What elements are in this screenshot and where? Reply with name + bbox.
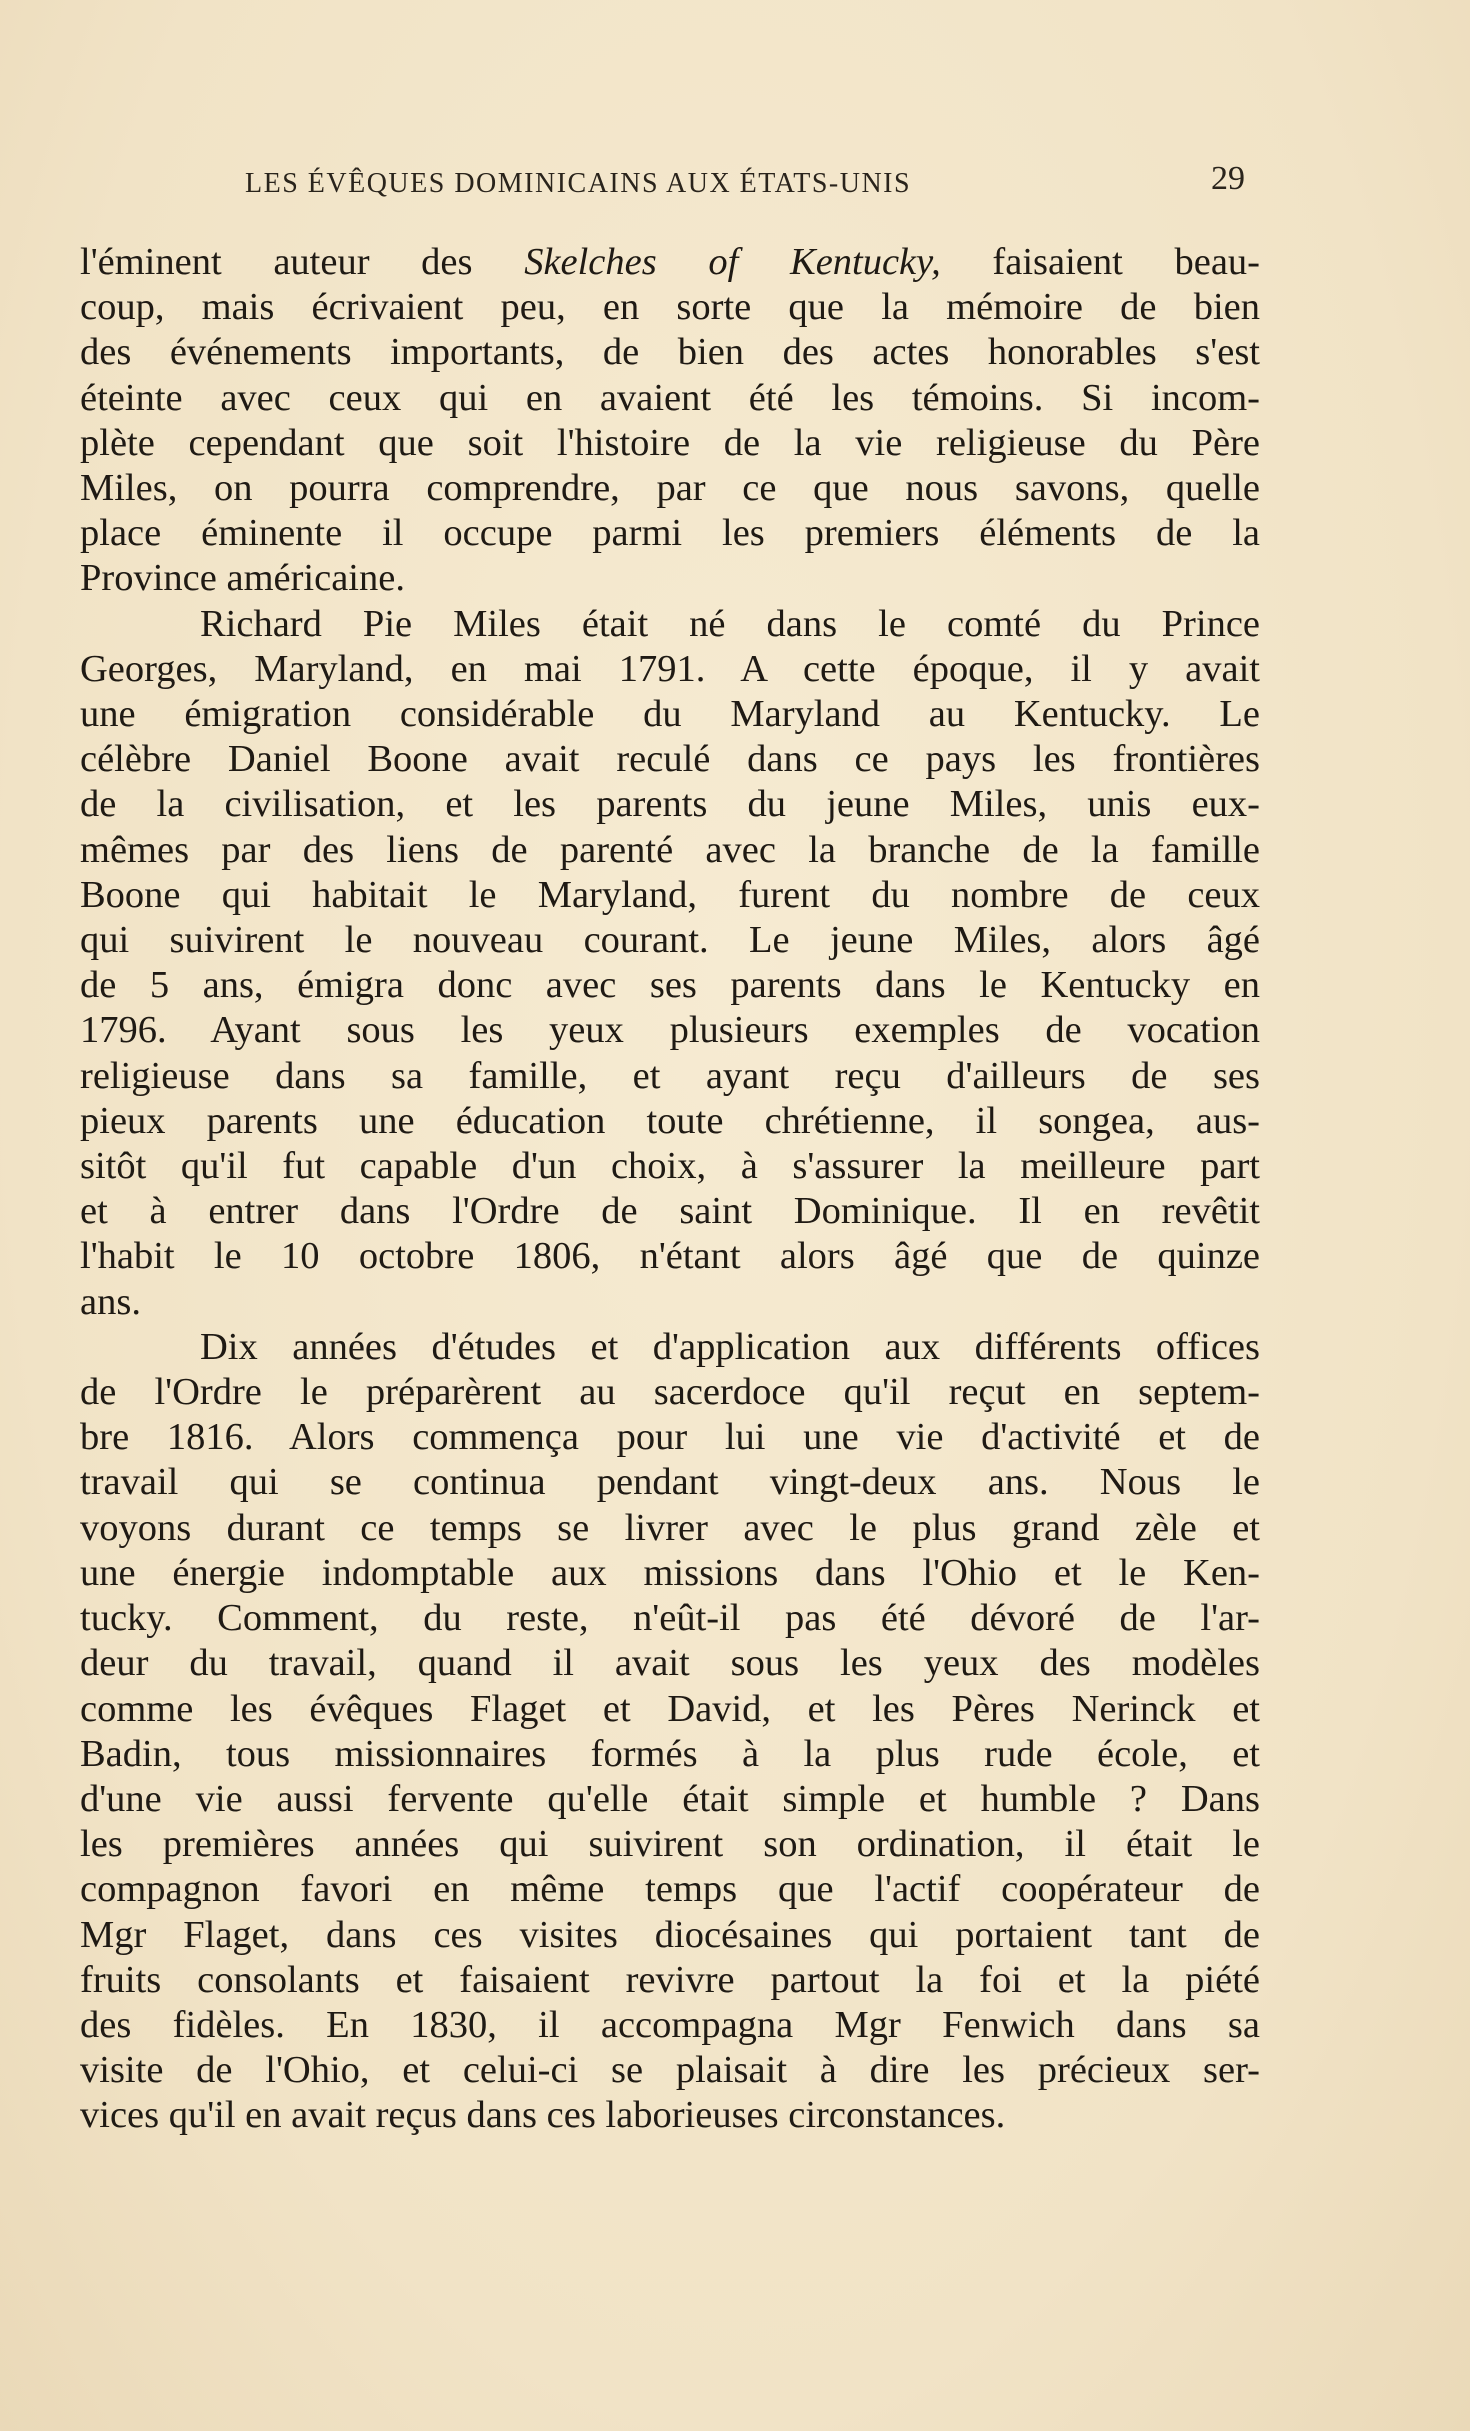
text-line: compagnon favori en même temps que l'actif coopérateur de bbox=[80, 1868, 1260, 1911]
text-line: Miles, on pourra comprendre, par ce que nous savons, quelle bbox=[80, 467, 1260, 510]
text-line: Georges, Maryland, en mai 1791. A cette époque, il y avait bbox=[80, 647, 1260, 690]
text-segment: l'éminent auteur des bbox=[80, 241, 525, 283]
text-line: coup, mais écrivaient peu, en sorte que la mémoire de bien bbox=[80, 286, 1260, 329]
text-line: deur du travail, quand il avait sous les yeux des modèles bbox=[80, 1642, 1260, 1685]
text-line: qui suivirent le nouveau courant. Le jeune Miles, alors âgé bbox=[80, 919, 1260, 962]
text-line: voyons durant ce temps se livrer avec le plus grand zèle et bbox=[80, 1506, 1260, 1549]
text-line: tucky. Comment, du reste, n'eût-il pas été dévoré de l'ar- bbox=[80, 1597, 1260, 1640]
text-line: des événements importants, de bien des actes honorables s'est bbox=[80, 331, 1260, 374]
page-header bbox=[245, 160, 1245, 210]
text-line: mêmes par des liens de parenté avec la branche de la famille bbox=[80, 828, 1260, 871]
text-line: travail qui se continua pendant vingt-deux ans. Nous le bbox=[80, 1461, 1260, 1504]
text-line: fruits consolants et faisaient revivre partout la foi et la piété bbox=[80, 1958, 1260, 2001]
text-line: Province américaine. bbox=[80, 557, 405, 600]
text-line: Badin, tous missionnaires formés à la plus rude école, et bbox=[80, 1732, 1260, 1775]
text-line: pieux parents une éducation toute chrétienne, il songea, aus- bbox=[80, 1099, 1260, 1142]
text-line: une émigration considérable du Maryland au Kentucky. Le bbox=[80, 693, 1260, 736]
running-title: LES ÉVÊQUES DOMINICAINS AUX ÉTATS-UNIS bbox=[245, 168, 912, 199]
text-line: Dix années d'études et d'application aux différents offices bbox=[200, 1325, 1260, 1368]
text-line: les premières années qui suivirent son ordination, il était le bbox=[80, 1823, 1260, 1866]
text-line bbox=[80, 240, 1260, 285]
text-line: religieuse dans sa famille, et ayant reçu d'ailleurs de ses bbox=[80, 1054, 1260, 1097]
text-line: visite de l'Ohio, et celui-ci se plaisait à dire les précieux ser- bbox=[80, 2049, 1260, 2092]
text-line: célèbre Daniel Boone avait reculé dans ce pays les frontières bbox=[80, 738, 1260, 781]
text-line: vices qu'il en avait reçus dans ces laborieuses circonstances. bbox=[80, 2094, 1006, 2137]
book-title-italic: Skelches of Kentucky, bbox=[524, 241, 941, 283]
text-line: de la civilisation, et les parents du jeune Miles, unis eux- bbox=[80, 783, 1260, 826]
text-line: 1796. Ayant sous les yeux plusieurs exemples de vocation bbox=[80, 1009, 1260, 1052]
page-number: 29 bbox=[1211, 160, 1245, 197]
text-line: Boone qui habitait le Maryland, furent du nombre de ceux bbox=[80, 873, 1260, 916]
text-line: place éminente il occupe parmi les premiers éléments de la bbox=[80, 512, 1260, 555]
text-line: plète cependant que soit l'histoire de la vie religieuse du Père bbox=[80, 421, 1260, 464]
paragraph bbox=[80, 240, 1260, 602]
text-line: d'une vie aussi fervente qu'elle était simple et humble ? Dans bbox=[80, 1777, 1260, 1820]
text-line: ans. bbox=[80, 1280, 141, 1323]
text-line: de l'Ordre le préparèrent au sacerdoce qu'il reçut en septem- bbox=[80, 1371, 1260, 1414]
text-line: de 5 ans, émigra donc avec ses parents dans le Kentucky en bbox=[80, 964, 1260, 1007]
text-line: et à entrer dans l'Ordre de saint Dominique. Il en revêtit bbox=[80, 1190, 1260, 1233]
text-segment: faisaient beau- bbox=[940, 241, 1260, 283]
text-line: l'habit le 10 octobre 1806, n'étant alors âgé que de quinze bbox=[80, 1235, 1260, 1278]
text-line: comme les évêques Flaget et David, et les Pères Nerinck et bbox=[80, 1687, 1260, 1730]
body-text bbox=[80, 240, 1260, 2139]
text-line: des fidèles. En 1830, il accompagna Mgr Fenwich dans sa bbox=[80, 2003, 1260, 2046]
text-line: Richard Pie Miles était né dans le comté du Prince bbox=[200, 602, 1260, 645]
text-line: Mgr Flaget, dans ces visites diocésaines qui portaient tant de bbox=[80, 1913, 1260, 1956]
text-line: une énergie indomptable aux missions dans l'Ohio et le Ken- bbox=[80, 1551, 1260, 1594]
paragraph bbox=[80, 602, 1260, 1325]
text-line: éteinte avec ceux qui en avaient été les témoins. Si incom- bbox=[80, 376, 1260, 419]
paragraph bbox=[80, 1325, 1260, 2139]
text-line: bre 1816. Alors commença pour lui une vie d'activité et de bbox=[80, 1416, 1260, 1459]
text-line: sitôt qu'il fut capable d'un choix, à s'assurer la meilleure part bbox=[80, 1145, 1260, 1188]
